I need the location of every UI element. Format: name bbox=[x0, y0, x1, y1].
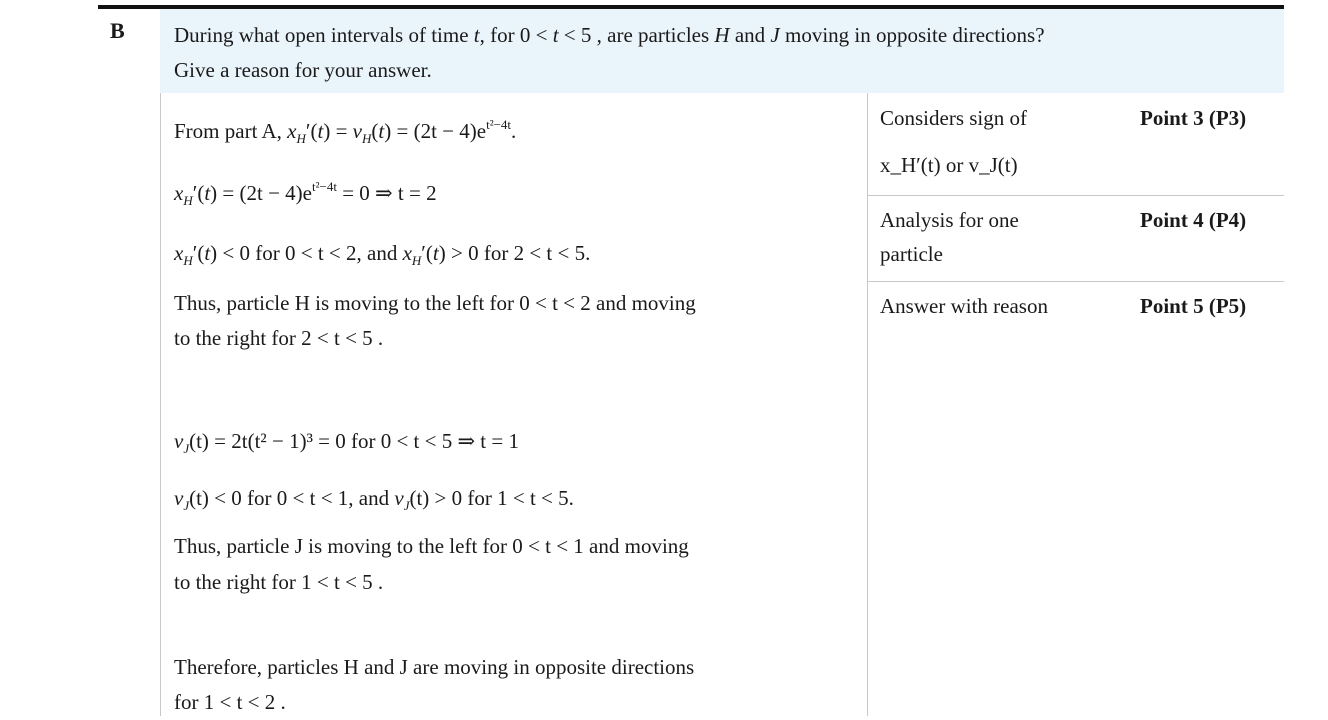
rubric-divider bbox=[868, 195, 1284, 196]
solution-line: to the right for 1 < t < 5 . bbox=[174, 570, 384, 594]
question-line-2: Give a reason for your answer. bbox=[174, 58, 432, 82]
rubric-point: Point 5 (P5) bbox=[1140, 294, 1247, 318]
rubric-point: Point 3 (P3) bbox=[1140, 106, 1247, 130]
solution-line: $v_J(t) = 2t(t^2 - 1)^3 = 0$ for 0 < t < 5 ⇒ t = 1 bbox=[174, 429, 519, 456]
solution-line: $v_J(t) < 0$ for 0 < t < 1, and $v_J(t) > 0$ for 1 < t < 5. bbox=[174, 486, 574, 513]
solution-line: for 1 < t < 2 . bbox=[174, 690, 286, 714]
question-box bbox=[160, 9, 1284, 93]
solution-line: From part A, $x_H'(t) = v_H(t) = (2t - 4)e^{t^2-4t}$. bbox=[174, 117, 517, 146]
solution-line: Thus, particle H is moving to the left for 0 < t < 2 and moving bbox=[174, 291, 696, 315]
solution-line: to the right for 2 < t < 5 . bbox=[174, 326, 384, 350]
rubric-label: Analysis for one bbox=[880, 208, 1019, 232]
question-line-1: During what open intervals of time t, for 0 < t < 5 , are particles H and J moving in opposite directions? bbox=[174, 23, 1045, 47]
rubric-divider bbox=[868, 281, 1284, 282]
solution-line: Therefore, particles H and J are moving in opposite directions bbox=[174, 655, 695, 679]
rubric-label: x_H′(t) or v_J(t) bbox=[880, 153, 1018, 177]
solution-line: $x_H'(t) = (2t - 4)e^{t^2-4t} = 0$ ⇒ t = 2 bbox=[174, 179, 437, 208]
solution-line: $x_H'(t) < 0$ for 0 < t < 2, and $x_H'(t) > 0$ for 2 < t < 5. bbox=[174, 241, 591, 268]
column-divider bbox=[867, 93, 868, 716]
rubric-label: Considers sign of bbox=[880, 106, 1027, 130]
rubric-point: Point 4 (P4) bbox=[1140, 208, 1247, 232]
rubric-label: particle bbox=[880, 242, 943, 266]
part-label: B bbox=[110, 18, 125, 43]
solution-line: Thus, particle J is moving to the left for 0 < t < 1 and moving bbox=[174, 534, 689, 558]
left-border bbox=[160, 93, 161, 716]
rubric-label: Answer with reason bbox=[880, 294, 1048, 318]
